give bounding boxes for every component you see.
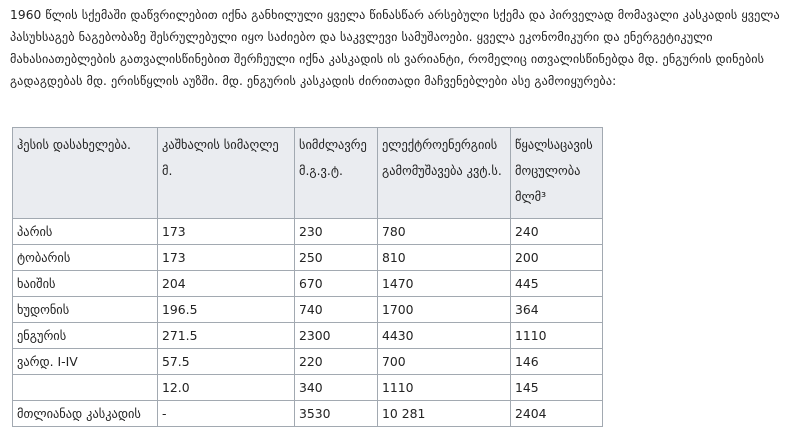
cell-capacity: 230 bbox=[295, 219, 378, 245]
cell-hpp-name: პარის bbox=[13, 219, 158, 245]
cell-capacity: 740 bbox=[295, 297, 378, 323]
cell-dam-height: 173 bbox=[158, 219, 295, 245]
cell-reservoir-volume: 1110 bbox=[511, 323, 603, 349]
cell-capacity: 3530 bbox=[295, 401, 378, 427]
cell-hpp-name: ტობარის bbox=[13, 245, 158, 271]
cell-hpp-name: ხუდონის bbox=[13, 297, 158, 323]
table-header-row bbox=[13, 128, 603, 219]
cell-hpp-name: ენგურის bbox=[13, 323, 158, 349]
cell-energy-output: 810 bbox=[378, 245, 511, 271]
table-row bbox=[13, 271, 603, 297]
cell-capacity: 340 bbox=[295, 375, 378, 401]
cell-hpp-name: მთლიანად კასკადის bbox=[13, 401, 158, 427]
cell-energy-output: 1110 bbox=[378, 375, 511, 401]
cell-dam-height: - bbox=[158, 401, 295, 427]
cell-energy-output: 780 bbox=[378, 219, 511, 245]
cell-reservoir-volume: 364 bbox=[511, 297, 603, 323]
cell-energy-output: 700 bbox=[378, 349, 511, 375]
header-hpp-name: ჰესის დასახელება. bbox=[13, 128, 158, 219]
table-row bbox=[13, 375, 603, 401]
intro-paragraph: 1960 წლის სქემაში დაწვრილებით იქნა განხილული ყველა წინასწარ არსებული სქემა და პირველად მომავალი კასკადის ყველა პასუხსაგებ ნაგებობაზე შესრულებული იყო საძიებო და საკვლევი სამუშაოები. ყველა ეკონომიკური და ენერგეტიკული მახასიათებლების გათვალისწინებით შერჩეული იქნა კასკადის ის ვარიანტი, რომელიც ითვალისწინებდა მდ. ენგურის დინების გადაგდებას მდ. ერისწყლის აუზში. მდ. ენგურის კასკადის ძირითადი მაჩვენებლები ასე გამოიყურება: bbox=[10, 8, 780, 88]
cell-dam-height: 12.0 bbox=[158, 375, 295, 401]
table-row bbox=[13, 349, 603, 375]
cell-dam-height: 57.5 bbox=[158, 349, 295, 375]
cell-capacity: 250 bbox=[295, 245, 378, 271]
table-row bbox=[13, 219, 603, 245]
cell-energy-output: 1470 bbox=[378, 271, 511, 297]
cell-hpp-name: ვარდ. I-IV bbox=[13, 349, 158, 375]
cell-energy-output: 10 281 bbox=[378, 401, 511, 427]
table-row bbox=[13, 323, 603, 349]
cell-reservoir-volume: 145 bbox=[511, 375, 603, 401]
header-reservoir-volume: წყალსაცავის მოცულობა მლმ³ bbox=[511, 128, 603, 219]
cell-capacity: 220 bbox=[295, 349, 378, 375]
cell-energy-output: 1700 bbox=[378, 297, 511, 323]
table-row bbox=[13, 297, 603, 323]
cell-capacity: 670 bbox=[295, 271, 378, 297]
cell-reservoir-volume: 240 bbox=[511, 219, 603, 245]
header-energy-output: ელექტროენერგიის გამომუშავება კვტ.ს. bbox=[378, 128, 511, 219]
cell-hpp-name bbox=[13, 375, 158, 401]
cell-hpp-name: ხაიშის bbox=[13, 271, 158, 297]
cell-reservoir-volume: 445 bbox=[511, 271, 603, 297]
cell-capacity: 2300 bbox=[295, 323, 378, 349]
header-dam-height: კაშხალის სიმაღლე მ. bbox=[158, 128, 295, 219]
cascade-indicators-table bbox=[12, 127, 603, 427]
table-row bbox=[13, 245, 603, 271]
header-capacity: სიმძლავრე მ.გ.ვ.ტ. bbox=[295, 128, 378, 219]
cell-reservoir-volume: 200 bbox=[511, 245, 603, 271]
cell-reservoir-volume: 146 bbox=[511, 349, 603, 375]
cell-dam-height: 271.5 bbox=[158, 323, 295, 349]
cell-dam-height: 173 bbox=[158, 245, 295, 271]
table-total-row bbox=[13, 401, 603, 427]
cell-dam-height: 204 bbox=[158, 271, 295, 297]
cell-dam-height: 196.5 bbox=[158, 297, 295, 323]
cell-reservoir-volume: 2404 bbox=[511, 401, 603, 427]
cell-energy-output: 4430 bbox=[378, 323, 511, 349]
